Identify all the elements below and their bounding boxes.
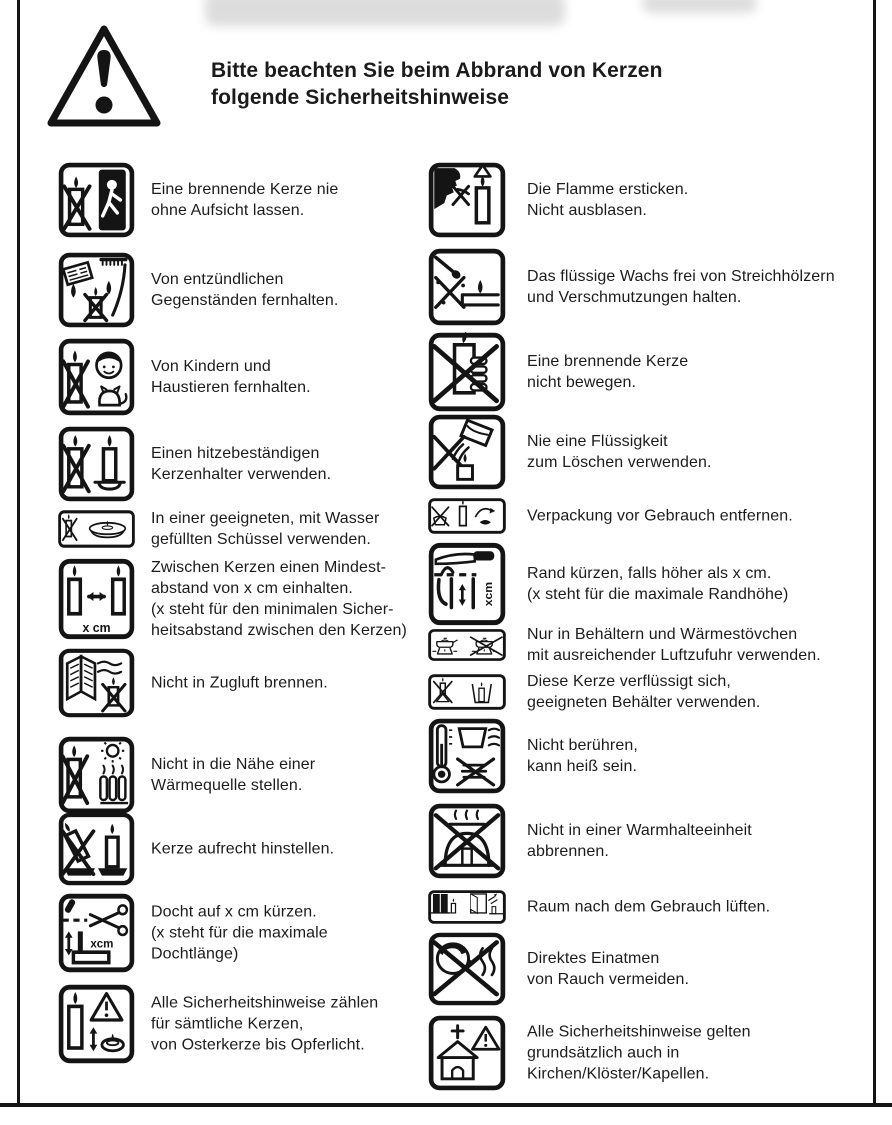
caption-line: Nicht in die Nähe einer (151, 756, 316, 773)
safety-item-text (151, 269, 338, 311)
remove-packaging-icon (428, 498, 506, 534)
svg-text:xcm: xcm (90, 937, 114, 951)
title-line-2: folgende Sicherheitshinweise (211, 86, 510, 109)
minimum-distance-icon (58, 558, 135, 640)
caption-line: Nur in Behältern und Wärmestövchen (527, 626, 798, 643)
children-pets-icon (58, 338, 135, 416)
safety-item-text (527, 1022, 751, 1085)
scan-artifact (205, 0, 565, 26)
caption-line: Nicht in einer Warmhalteeinheit (527, 822, 752, 839)
caption-line: Kirchen/Klöster/Kapellen. (527, 1065, 710, 1083)
caption-line: grundsätzlich auch in (527, 1044, 680, 1062)
caption-line: für sämtliche Kerzen, (151, 1015, 304, 1033)
safety-item-text (527, 948, 689, 990)
trim-wick-icon (58, 893, 135, 973)
caption-line: Eine brennende Kerze (527, 353, 689, 370)
caption-line: geeigneten Behälter verwenden. (527, 694, 761, 711)
safety-item-text (527, 624, 821, 666)
svg-text:x cm: x cm (82, 619, 111, 635)
caption-line: Kerze aufrecht hinstellen. (151, 840, 335, 858)
heat-resistant-holder-icon (58, 426, 135, 502)
ventilate-room-icon (428, 890, 506, 924)
safety-item-text (527, 506, 793, 527)
safety-item-text (527, 563, 788, 605)
caption-line: von Rauch vermeiden. (527, 971, 690, 988)
caption-line: von Osterkerze bis Opferlicht. (151, 1036, 365, 1054)
page-title (211, 57, 663, 111)
safety-item-text (151, 839, 334, 860)
safety-item-text (527, 735, 638, 777)
caption-line: Alle Sicherheitshinweise zählen (151, 994, 379, 1012)
safety-item-text (527, 179, 688, 221)
caption-line: Dochtlänge) (151, 945, 239, 963)
caption-line: Von entzündlichen (151, 271, 284, 288)
caption-line: Haustieren fernhalten. (151, 379, 311, 396)
water-bowl-icon (58, 510, 135, 548)
title-line-1: Bitte beachten Sie beim Abbrand von Kerzen (211, 59, 663, 82)
page-border-left (17, 0, 20, 1107)
safety-item-text (527, 820, 752, 862)
caption-line: heitsabstand zwischen den Kerzen) (151, 622, 407, 639)
safety-item-text (151, 508, 379, 550)
caption-line: abstand von x cm einhalten. (151, 580, 353, 597)
safety-item-text (151, 356, 311, 398)
caption-line: Direktes Einatmen (527, 950, 660, 967)
caption-line: Nicht ausblasen. (527, 202, 647, 219)
flammable-objects-icon (58, 252, 135, 328)
safety-item-text (151, 673, 328, 694)
caption-line: Alle Sicherheitshinweise gelten (527, 1023, 751, 1041)
all-candle-types-icon (58, 984, 135, 1064)
caption-line: Eine brennende Kerze nie (151, 181, 339, 198)
caption-line: Von Kindern und (151, 358, 271, 375)
caption-line: Wärmequelle stellen. (151, 777, 303, 794)
caption-line: Rand kürzen, falls höher als x cm. (527, 565, 772, 582)
safety-item-text (151, 179, 338, 221)
caption-line: Einen hitzebeständigen (151, 445, 320, 462)
safety-item-text (151, 902, 328, 965)
caption-line: mit ausreichender Luftzufuhr verwenden. (527, 647, 821, 664)
safety-item-text (527, 671, 760, 713)
draft-icon (58, 648, 135, 718)
caption-line: abbrennen. (527, 843, 609, 860)
caption-line: nicht bewegen. (527, 374, 637, 391)
heat-source-icon (58, 736, 135, 814)
liquefying-candle-icon (428, 674, 506, 710)
caption-line: Docht auf x cm kürzen. (151, 903, 317, 921)
safety-item-text (151, 557, 407, 641)
snuff-flame-icon (428, 162, 506, 238)
page-border-bottom (0, 1103, 892, 1107)
no-food-warmer-icon (428, 803, 506, 879)
safety-item-text (527, 266, 835, 308)
no-smoke-inhalation-icon (428, 932, 506, 1006)
scan-artifact (642, 0, 757, 13)
caption-line: Nicht berühren, (527, 737, 638, 754)
caption-line: Diese Kerze verflüssigt sich, (527, 673, 731, 690)
caption-line: gefüllten Schüssel verwenden. (151, 531, 371, 548)
no-liquid-icon (428, 414, 506, 490)
caption-line: Verpackung vor Gebrauch entfernen. (527, 507, 793, 525)
caption-line: (x steht für die maximale Randhöhe) (527, 586, 789, 603)
safety-item-text (151, 993, 378, 1056)
do-not-move-icon (428, 332, 506, 412)
caption-line: kann heiß sein. (527, 758, 638, 775)
upright-candle-icon (58, 812, 135, 886)
safety-item-text (527, 431, 712, 473)
safety-item-text (527, 351, 688, 393)
clean-wax-icon (428, 248, 506, 326)
warning-triangle-icon (44, 22, 164, 132)
caption-line: ohne Aufsicht lassen. (151, 202, 305, 219)
church-use-icon (428, 1015, 506, 1091)
caption-line: Nie eine Flüssigkeit (527, 433, 668, 450)
safety-item-text (151, 754, 315, 796)
burner-airflow-icon (428, 629, 506, 661)
caption-line: Nicht in Zugluft brennen. (151, 674, 328, 692)
caption-line: zum Löschen verwenden. (527, 454, 712, 471)
unattended-candle-icon (58, 162, 135, 238)
caption-line: Zwischen Kerzen einen Mindest- (151, 559, 387, 576)
caption-line: (x steht für die maximale (151, 924, 328, 942)
caption-line: Raum nach dem Gebrauch lüften. (527, 898, 771, 916)
page-border-right (873, 0, 876, 1107)
caption-line: (x steht für den minimalen Sicher- (151, 601, 394, 618)
caption-line: Die Flamme ersticken. (527, 181, 689, 198)
caption-line: In einer geeigneten, mit Wasser (151, 510, 380, 527)
svg-text:xcm: xcm (482, 581, 495, 607)
safety-item-text (527, 897, 770, 918)
caption-line: Kerzenhalter verwenden. (151, 466, 332, 483)
caption-line: Gegenständen fernhalten. (151, 292, 339, 309)
safety-item-text (151, 443, 331, 485)
hot-surface-icon (428, 718, 506, 794)
caption-line: und Verschmutzungen halten. (527, 289, 742, 306)
caption-line: Das flüssige Wachs frei von Streichhölzern (527, 268, 835, 285)
trim-rim-icon (428, 542, 506, 626)
